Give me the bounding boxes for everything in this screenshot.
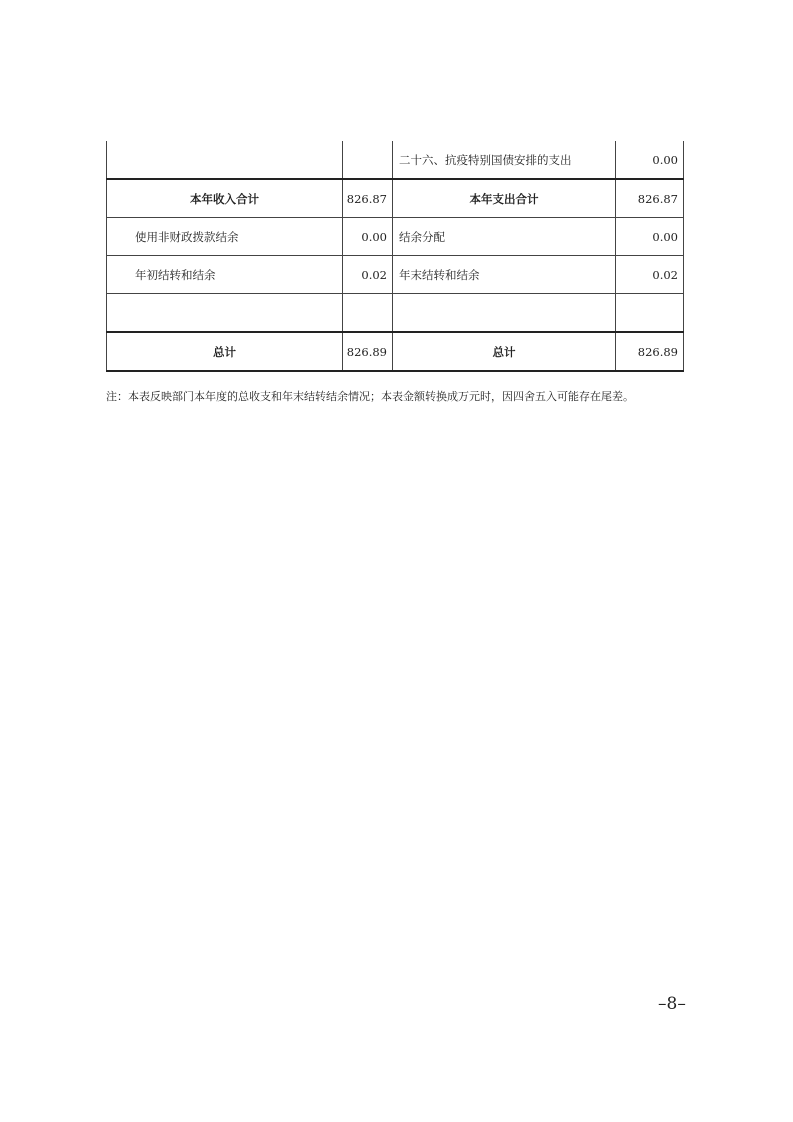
income-item-cell: 年初结转和结余: [107, 256, 343, 294]
table-row: [107, 294, 684, 333]
expense-amount-cell: [616, 294, 684, 333]
budget-table: [106, 141, 684, 372]
table-row: [107, 141, 684, 179]
income-grand-total-label: 总计: [107, 332, 343, 371]
expense-item-cell: 年末结转和结余: [393, 256, 616, 294]
expense-total-label: 本年支出合计: [393, 179, 616, 218]
income-amount-cell: 0.02: [343, 256, 393, 294]
table-row: [107, 256, 684, 294]
expense-grand-total-label: 总计: [393, 332, 616, 371]
expense-item-cell: [393, 294, 616, 333]
income-amount-cell: [343, 141, 393, 179]
table-row: [107, 179, 684, 218]
income-item-cell: [107, 294, 343, 333]
income-item-cell: 使用非财政拨款结余: [107, 218, 343, 256]
income-grand-total-amount: 826.89: [343, 332, 393, 371]
table-footnote: 注：本表反映部门本年度的总收支和年末结转结余情况；本表金额转换成万元时，因四舍五入可能存在尾差。: [106, 390, 634, 403]
expense-amount-cell: 0.02: [616, 256, 684, 294]
expense-grand-total-amount: 826.89: [616, 332, 684, 371]
income-total-amount: 826.87: [343, 179, 393, 218]
page-number: –8–: [658, 994, 686, 1014]
table-row: [107, 332, 684, 371]
expense-total-amount: 826.87: [616, 179, 684, 218]
income-amount-cell: 0.00: [343, 218, 393, 256]
expense-amount-cell: 0.00: [616, 218, 684, 256]
income-amount-cell: [343, 294, 393, 333]
income-total-label: 本年收入合计: [107, 179, 343, 218]
expense-item-cell: 二十六、抗疫特别国债安排的支出: [393, 141, 616, 179]
income-item-cell: [107, 141, 343, 179]
expense-item-cell: 结余分配: [393, 218, 616, 256]
table-row: [107, 218, 684, 256]
expense-amount-cell: 0.00: [616, 141, 684, 179]
